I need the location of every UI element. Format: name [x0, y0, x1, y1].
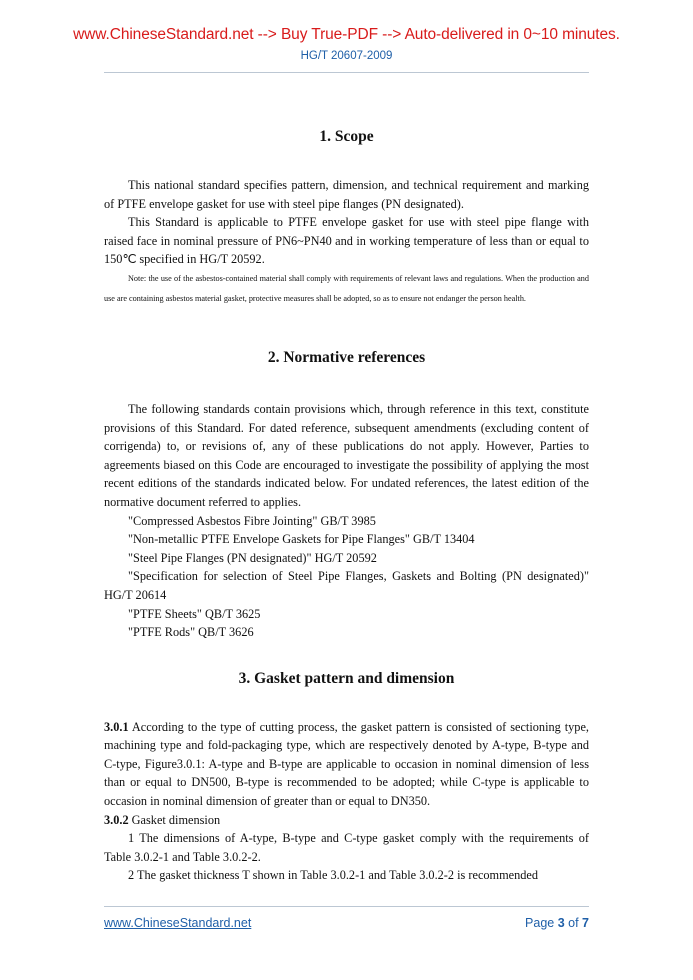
- clause-text: According to the type of cutting process, the gasket pattern is consisted of sectioning type, machining type and fold-packaging type, which are respectively denoted by A-type, B-type and C-type, Figure3.0.1: A-type and B-type are applicable to occasion in nominal dimension of less than or equal to DN500, B-type is recommended to be adopted; while C-type is applicable to occasion in nominal dimension of greater than or equal to DN350.: [104, 719, 589, 809]
- page-of: of: [564, 916, 583, 930]
- reference-item: "Non-metallic PTFE Envelope Gaskets for Pipe Flanges" GB/T 13404: [128, 532, 475, 547]
- section-title-gasket: 3. Gasket pattern and dimension: [238, 669, 455, 687]
- section-scope: [104, 128, 589, 309]
- footer-site-link[interactable]: www.ChineseStandard.net: [104, 916, 252, 930]
- scope-paragraph-1: This national standard specifies pattern, dimension, and technical requirement and marking of PTFE envelope gasket for use with steel pipe flanges (PN designated).: [104, 178, 589, 211]
- reference-item: "Specification for selection of Steel Pipe Flanges, Gaskets and Bolting (PN designated)" HG/T 20614: [104, 569, 589, 602]
- scope-paragraph-2: This Standard is applicable to PTFE envelope gasket for use with steel pipe flange with raised face in nominal pressure of PN6~PN40 and in working temperature of less than or equal to 150℃ specified in HG/T 20592.: [104, 215, 589, 267]
- clause-3-0-2: [104, 811, 589, 830]
- page-indicator: [525, 916, 589, 930]
- page-total: 7: [582, 916, 589, 930]
- page-content: [104, 128, 589, 885]
- reference-item: "Compressed Asbestos Fibre Jointing" GB/T 3985: [128, 513, 376, 528]
- scope-note: Note: the use of the asbestos-contained material shall comply with requirements of relevant laws and regulations. When the production and use are containing asbestos material gasket, protective measures shall be adopted, so as to ensure not endanger the person health.: [104, 273, 589, 303]
- header-divider: [104, 72, 589, 73]
- header-banner[interactable]: www.ChineseStandard.net --> Buy True-PDF --> Auto-delivered in 0~10 minutes.: [73, 26, 620, 43]
- page-number: 3: [557, 916, 565, 930]
- clause-number: 3.0.1: [104, 719, 129, 734]
- page-prefix: Page: [525, 916, 558, 930]
- section-gasket-pattern: [104, 670, 589, 885]
- dimension-item-1: 1 The dimensions of A-type, B-type and C-type gasket comply with the requirements of Table 3.0.2-1 and Table 3.0.2-2.: [104, 831, 589, 864]
- dimension-item-2: 2 The gasket thickness T shown in Table 3.0.2-1 and Table 3.0.2-2 is recommended: [128, 868, 539, 883]
- document-id: HG/T 20607-2009: [300, 50, 393, 62]
- clause-3-0-1: [104, 718, 589, 811]
- clause-text: Gasket dimension: [128, 812, 221, 827]
- reference-item: "Steel Pipe Flanges (PN designated)" HG/T 20592: [128, 550, 377, 565]
- section-title-scope: 1. Scope: [319, 128, 374, 145]
- clause-number: 3.0.2: [104, 812, 129, 827]
- footer-divider: [104, 906, 589, 907]
- section-normative-references: [104, 349, 589, 642]
- section-title-references: 2. Normative references: [267, 348, 426, 366]
- references-paragraph: The following standards contain provisions which, through reference in this text, constitute provisions of this Standard. For dated reference, subsequent amendments (excluding content of corrigenda) to, or revisions of, any of these publications do not apply. However, Parties to agreements biased on this Code are encouraged to investigate the possibility of applying the most recent editions of the standards indicated below. For undated references, the latest edition of the normative document referred to applies.: [104, 401, 589, 509]
- reference-item: "PTFE Sheets" QB/T 3625: [128, 606, 261, 621]
- reference-item: "PTFE Rods" QB/T 3626: [128, 625, 254, 640]
